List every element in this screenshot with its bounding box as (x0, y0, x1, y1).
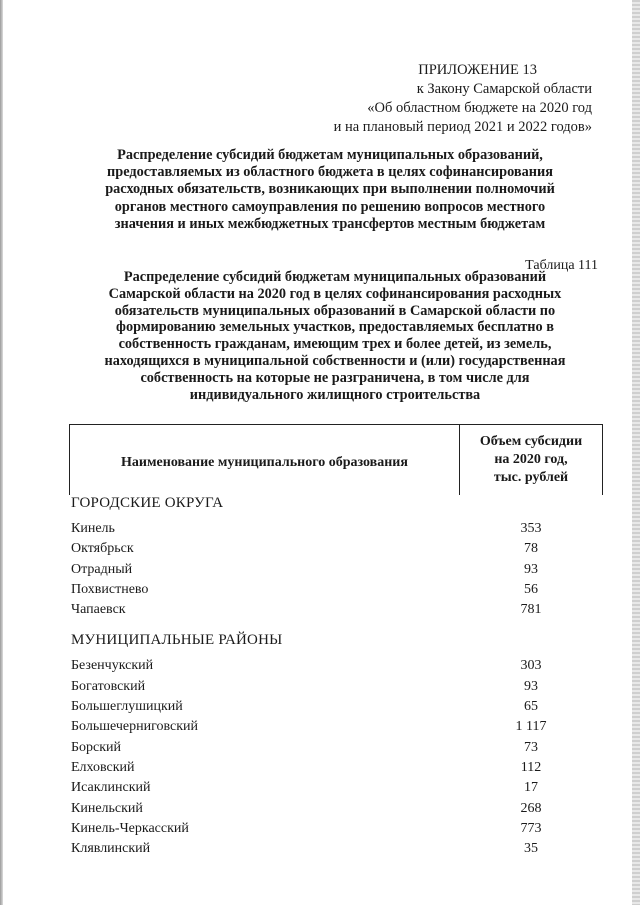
table-row (71, 717, 571, 737)
table-row (71, 600, 571, 620)
column-header-value-line: Объем субсидии (479, 434, 583, 449)
main-title-line: Распределение субсидий бюджетам муниципальных образований, (117, 147, 543, 163)
row-value: 93 (524, 561, 538, 577)
table-row (71, 799, 571, 819)
table-title-line: находящихся в муниципальной собственности и (или) государственная (104, 352, 566, 369)
table-title-line: собственность на которые не разграничена, в том числе для (140, 369, 530, 386)
table-title (70, 269, 600, 403)
row-name: Безенчукский (71, 658, 154, 674)
main-title-line: предоставляемых из областного бюджета в целях софинансирования (107, 164, 553, 181)
row-value: 268 (520, 800, 542, 816)
appendix-line: и на плановый период 2021 и 2022 годов» (333, 119, 592, 135)
main-title-line: значения и иных межбюджетных трансфертов местным бюджетам (114, 215, 546, 232)
table-label: Таблица 111 (525, 258, 598, 273)
scan-edge-left (0, 0, 3, 905)
scan-edge-right (632, 0, 640, 905)
table-title-line: собственность гражданам, имеющим трех и более детей, из земель, (118, 336, 552, 353)
row-value: 1 117 (515, 719, 547, 735)
appendix-line: к Закону Самарской области (416, 81, 592, 97)
appendix-line: «Об областном бюджете на 2020 год (367, 100, 592, 116)
table-title-line: индивидуального жилищного строительства (189, 386, 481, 403)
table-title-line: Распределение субсидий бюджетам муниципальных образований (123, 269, 547, 285)
row-name: Кинельский (71, 800, 143, 816)
row-name: Богатовский (71, 678, 146, 694)
row-name: Большеглушицкий (71, 699, 183, 715)
appendix-header (272, 61, 592, 137)
row-name: Чапаевск (71, 602, 126, 618)
table-row (71, 819, 571, 839)
table-row (71, 580, 571, 600)
table-row (71, 758, 571, 778)
table-body (71, 492, 571, 859)
table-row (71, 839, 571, 859)
table-row (71, 560, 571, 580)
table-title-line: формированию земельных участков, предоставляемых бесплатно в (116, 319, 554, 336)
row-name: Похвистнево (71, 581, 149, 597)
row-value: 112 (520, 759, 542, 775)
row-name: Исаклинский (71, 780, 151, 796)
table-row (71, 677, 571, 697)
main-title-line: расходных обязательств, возникающих при выполнении полномочий (105, 181, 555, 198)
column-header-value-line: тыс. рублей (493, 470, 569, 485)
row-name: Кинель-Черкасский (71, 820, 189, 836)
row-value: 56 (524, 581, 538, 597)
table-row (71, 539, 571, 559)
row-value: 73 (524, 739, 538, 755)
row-value: 17 (524, 780, 538, 796)
row-value: 303 (520, 658, 542, 674)
appendix-line: ПРИЛОЖЕНИЕ 13 (418, 62, 537, 78)
main-title-line: органов местного самоуправления по решению вопросов местного (114, 198, 546, 215)
column-header-value (460, 425, 602, 495)
row-value: 78 (524, 541, 538, 557)
row-name: Октябрьск (71, 541, 134, 557)
row-value: 781 (520, 602, 542, 618)
table-row (71, 519, 571, 539)
table-title-line: обязательств муниципальных образований в Самарской области по (114, 302, 556, 319)
row-name: Клявлинский (71, 841, 151, 857)
row-value: 35 (524, 841, 538, 857)
table-row (71, 778, 571, 798)
column-header-value-line: на 2020 год, (494, 452, 568, 467)
row-name: Большечерниговский (71, 719, 199, 735)
table-title-line: Самарской области на 2020 год в целях софинансирования расходных (108, 285, 562, 302)
main-title (70, 147, 590, 233)
section-heading-municipal-districts: МУНИЦИПАЛЬНЫЕ РАЙОНЫ (71, 632, 283, 649)
row-name: Кинель (71, 521, 115, 536)
row-value: 93 (524, 678, 538, 694)
table-row (71, 697, 571, 717)
row-value: 353 (520, 521, 542, 536)
row-value: 65 (524, 699, 538, 715)
table-header (69, 424, 603, 495)
row-name: Борский (71, 739, 122, 755)
column-header-name: Наименование муниципального образования (70, 425, 460, 495)
table-row (71, 656, 571, 676)
row-name: Отрадный (71, 561, 133, 577)
row-value: 773 (520, 820, 542, 836)
row-name: Елховский (71, 759, 135, 775)
table-row (71, 738, 571, 758)
section-heading-city-districts: ГОРОДСКИЕ ОКРУГА (71, 495, 224, 511)
